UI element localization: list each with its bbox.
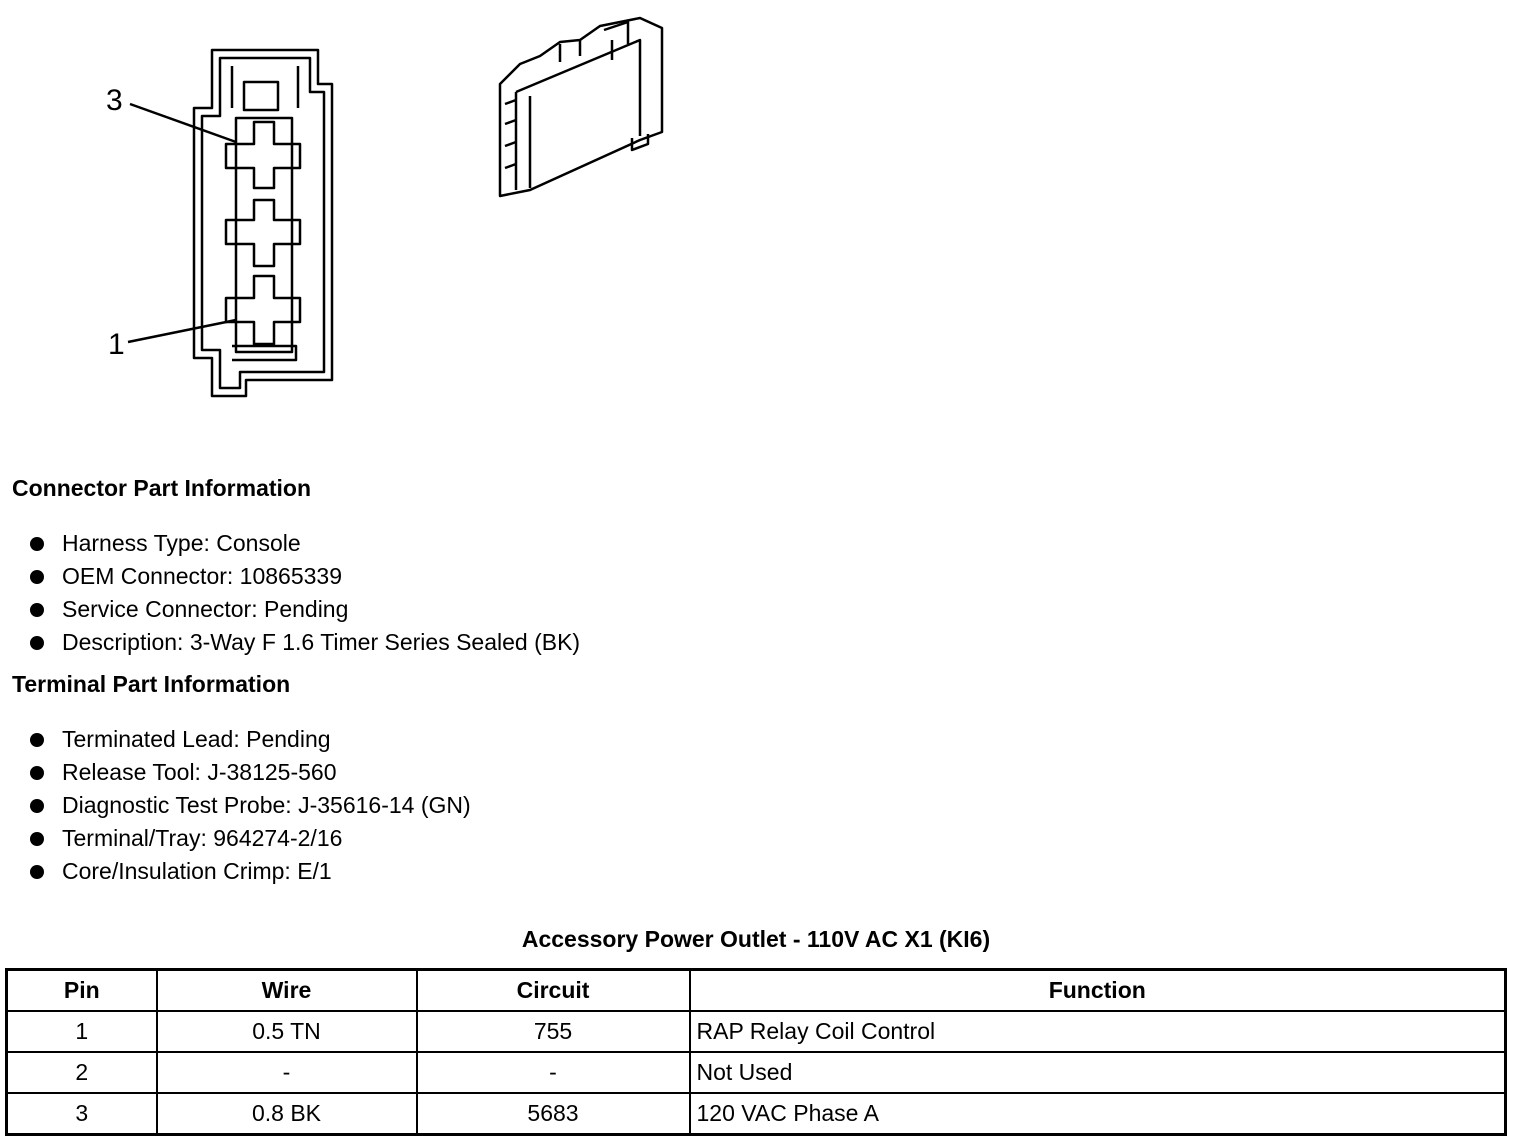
list-item: Service Connector: Pending <box>0 593 580 626</box>
pin-label-3: 3 <box>106 84 123 117</box>
cell-function: Not Used <box>690 1052 1506 1093</box>
list-item: Terminated Lead: Pending <box>0 723 471 756</box>
list-item: Terminal/Tray: 964274-2/16 <box>0 822 471 855</box>
cell-wire: 0.8 BK <box>157 1093 417 1135</box>
cell-function: 120 VAC Phase A <box>690 1093 1506 1135</box>
cell-wire: - <box>157 1052 417 1093</box>
connector-info-list <box>0 527 580 659</box>
list-item: Harness Type: Console <box>0 527 580 560</box>
terminal-info-list <box>0 723 471 888</box>
cell-pin: 2 <box>7 1052 157 1093</box>
list-item: Release Tool: J-38125-560 <box>0 756 471 789</box>
table-row <box>7 1093 1506 1135</box>
column-header-wire: Wire <box>157 970 417 1012</box>
table-header-row <box>7 970 1506 1012</box>
connector-face-view-drawing <box>0 0 700 420</box>
list-item: Diagnostic Test Probe: J-35616-14 (GN) <box>0 789 471 822</box>
terminal-info-heading: Terminal Part Information <box>12 671 291 697</box>
cell-function: RAP Relay Coil Control <box>690 1011 1506 1052</box>
connector-info-heading: Connector Part Information <box>12 475 312 501</box>
cell-circuit: 5683 <box>417 1093 690 1135</box>
cell-circuit: 755 <box>417 1011 690 1052</box>
column-header-pin: Pin <box>7 970 157 1012</box>
list-item: OEM Connector: 10865339 <box>0 560 580 593</box>
column-header-circuit: Circuit <box>417 970 690 1012</box>
table-row <box>7 1052 1506 1093</box>
cell-pin: 1 <box>7 1011 157 1052</box>
list-item: Description: 3-Way F 1.6 Timer Series Sealed (BK) <box>0 626 580 659</box>
column-header-function: Function <box>690 970 1506 1012</box>
cell-wire: 0.5 TN <box>157 1011 417 1052</box>
connector-diagram <box>0 0 700 420</box>
table-row <box>7 1011 1506 1052</box>
cell-pin: 3 <box>7 1093 157 1135</box>
list-item: Core/Insulation Crimp: E/1 <box>0 855 471 888</box>
pinout-table <box>5 968 1507 1136</box>
cell-circuit: - <box>417 1052 690 1093</box>
table-caption: Accessory Power Outlet - 110V AC X1 (KI6) <box>521 926 991 952</box>
pin-label-1: 1 <box>108 328 125 361</box>
